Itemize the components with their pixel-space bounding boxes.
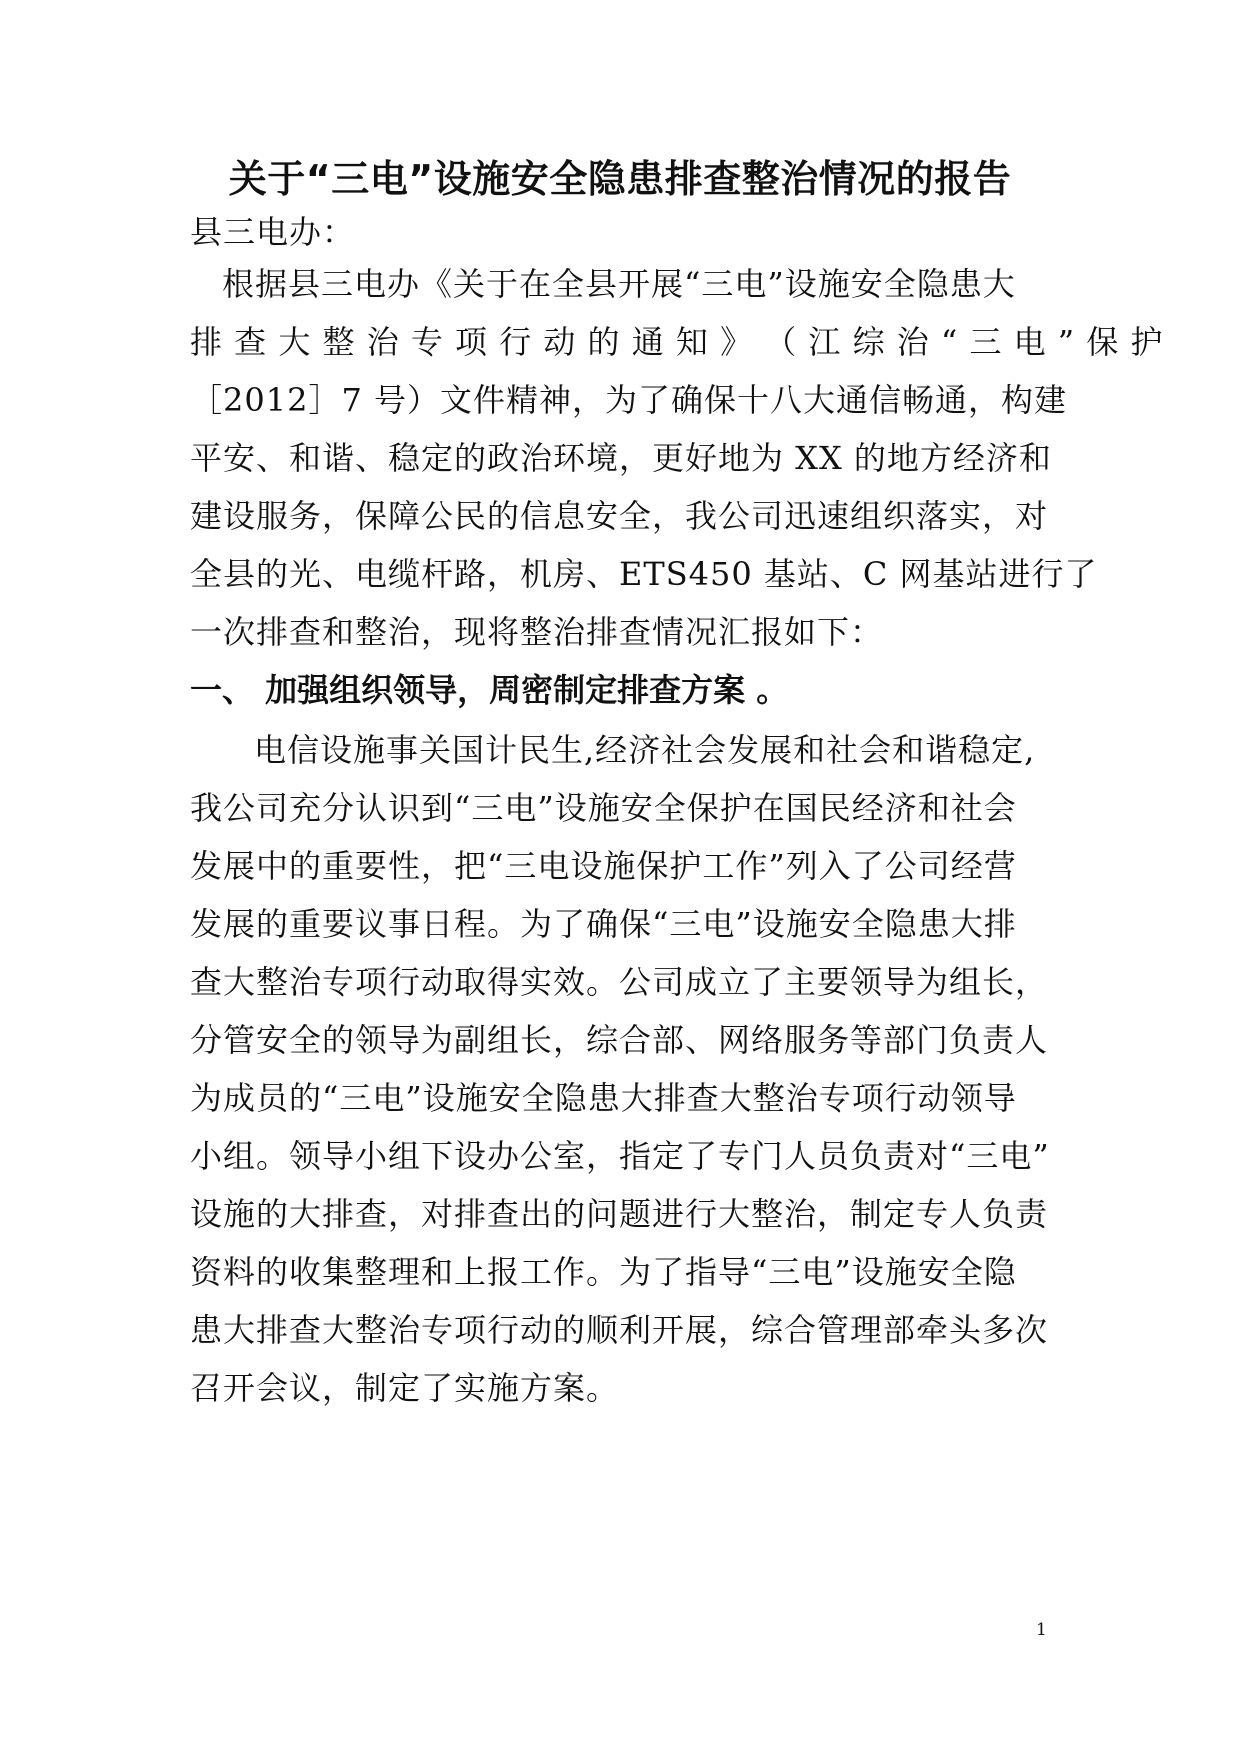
- section-line: 电信设施事关国计民生,经济社会发展和社会和谐稳定,: [254, 731, 1036, 769]
- section-line: 查大整治专项行动取得实效。公司成立了主要领导为组长，: [190, 963, 1049, 1001]
- section-line: 为成员的“三电”设施安全隐患大排查大整治专项行动领导: [190, 1079, 1017, 1117]
- intro-line: ［2012］7 号）文件精神，为了确保十八大通信畅通，构建: [190, 381, 1067, 419]
- section-line: 设施的大排查，对排查出的问题进行大整治，制定专人负责: [190, 1195, 1049, 1233]
- section-line: 小组。领导小组下设办公室，指定了专门人员负责对“三电”: [190, 1137, 1050, 1175]
- intro-line: 根据县三电办《关于在全县开展“三电”设施安全隐患大: [222, 265, 1016, 303]
- section-line: 我公司充分认识到“三电”设施安全保护在国民经济和社会: [190, 789, 1017, 827]
- document-title: 关于“三电”设施安全隐患排查整治情况的报告: [228, 157, 1012, 201]
- section-line: 发展中的重要性，把“三电设施保护工作”列入了公司经营: [190, 847, 1017, 885]
- section-line: 分管安全的领导为副组长，综合部、网络服务等部门负责人: [190, 1021, 1049, 1059]
- salutation: 县三电办：: [190, 213, 356, 251]
- intro-line: 一次排查和整治，现将整治排查情况汇报如下：: [190, 613, 884, 651]
- intro-line: 建设服务，保障公民的信息安全，我公司迅速组织落实，对: [190, 497, 1049, 535]
- section-line: 发展的重要议事日程。为了确保“三电”设施安全隐患大排: [190, 905, 1017, 943]
- intro-line: 排 查 大 整 治 专 项 行 动 的 通 知 》 （ 江 综 治 “ 三 电 ” 保 护: [190, 323, 1164, 361]
- section-line: 召开会议，制定了实施方案。: [190, 1369, 620, 1407]
- section-line: 患大排查大整治专项行动的顺利开展，综合管理部牵头多次: [190, 1311, 1049, 1349]
- intro-line: 全县的光、电缆杆路，机房、ETS450 基站、C 网基站进行了: [190, 555, 1098, 593]
- page-number: 1: [1036, 1620, 1047, 1640]
- intro-line: 平安、和谐、稳定的政治环境，更好地为 XX 的地方经济和: [190, 439, 1052, 477]
- section-heading: 一、 加强组织领导，周密制定排查方案 。: [190, 671, 789, 709]
- section-line: 资料的收集整理和上报工作。为了指导“三电”设施安全隐: [190, 1253, 1017, 1291]
